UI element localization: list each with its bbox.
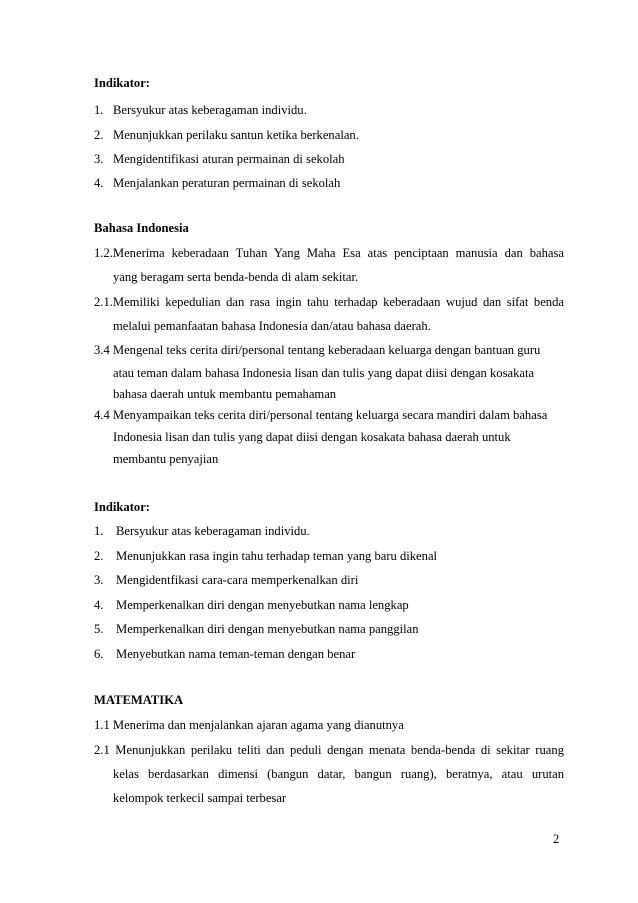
list-item-number: 2. [94, 128, 104, 142]
list-item: Mengidentfikasi cara-cara memperkenalkan diri [116, 573, 359, 587]
section-heading-indikator-1: Indikator: [94, 76, 150, 90]
competency-line: kelas berdasarkan dimensi (bangun datar, bangun ruang), beratnya, atau urutan [113, 767, 564, 781]
page-number: 2 [553, 832, 560, 846]
list-item: Memperkenalkan diri dengan menyebutkan nama lengkap [116, 598, 409, 612]
list-item: Menunjukkan rasa ingin tahu terhadap teman yang baru dikenal [116, 549, 438, 563]
list-item-number: 3. [94, 152, 104, 166]
list-item: Menyebutkan nama teman-teman dengan benar [116, 647, 356, 661]
list-item-number: 3. [94, 573, 104, 587]
competency-line: 1.2.Menerima keberadaan Tuhan Yang Maha Esa atas penciptaan manusia dan bahasa [94, 246, 564, 260]
competency-line: 1.1 Menerima dan menjalankan ajaran agama yang dianutnya [94, 718, 404, 732]
competency-line: bahasa daerah untuk membantu pemahaman [113, 387, 337, 401]
competency-line: Indonesia lisan dan tulis yang dapat diisi dengan kosakata bahasa daerah untuk [113, 430, 511, 444]
competency-line: 4.4 Menyampaikan teks cerita diri/personal tentang keluarga secara mandiri dalam bahasa [94, 408, 548, 422]
list-item: Memperkenalkan diri dengan menyebutkan nama panggilan [116, 622, 419, 636]
list-item-number: 4. [94, 598, 104, 612]
list-item: Bersyukur atas keberagaman individu. [116, 524, 310, 538]
list-item-number: 5. [94, 622, 104, 636]
section-heading-matematika: MATEMATIKA [94, 693, 184, 707]
list-item-number: 1. [94, 524, 104, 538]
list-item: Menjalankan peraturan permainan di sekolah [113, 176, 341, 190]
competency-line: melalui pemanfaatan bahasa Indonesia dan/atau bahasa daerah. [113, 319, 431, 333]
list-item: Menunjukkan perilaku santun ketika berkenalan. [113, 128, 359, 142]
competency-line: 2.1.Memiliki kepedulian dan rasa ingin tahu terhadap keberadaan wujud dan sifat benda [94, 295, 564, 309]
list-item-number: 1. [94, 103, 104, 117]
competency-line: atau teman dalam bahasa Indonesia lisan dan tulis yang dapat diisi dengan kosakata [113, 366, 535, 380]
list-item: Mengidentifikasi aturan permainan di sekolah [113, 152, 345, 166]
competency-line: kelompok terkecil sampai terbesar [113, 791, 287, 805]
competency-line: yang beragam serta benda-benda di alam sekitar. [113, 270, 359, 284]
list-item-number: 6. [94, 647, 104, 661]
list-item-number: 2. [94, 549, 104, 563]
competency-line: 2.1 Menunjukkan perilaku teliti dan peduli dengan menata benda-benda di sekitar ruang [94, 743, 564, 757]
competency-line: 3.4 Mengenal teks cerita diri/personal tentang keberadaan keluarga dengan bantuan guru [94, 343, 541, 357]
list-item: Bersyukur atas keberagaman individu. [113, 103, 307, 117]
section-heading-indikator-2: Indikator: [94, 500, 150, 514]
competency-line: membantu penyajian [113, 452, 219, 466]
list-item-number: 4. [94, 176, 104, 190]
section-heading-bahasa-indonesia: Bahasa Indonesia [94, 221, 189, 235]
